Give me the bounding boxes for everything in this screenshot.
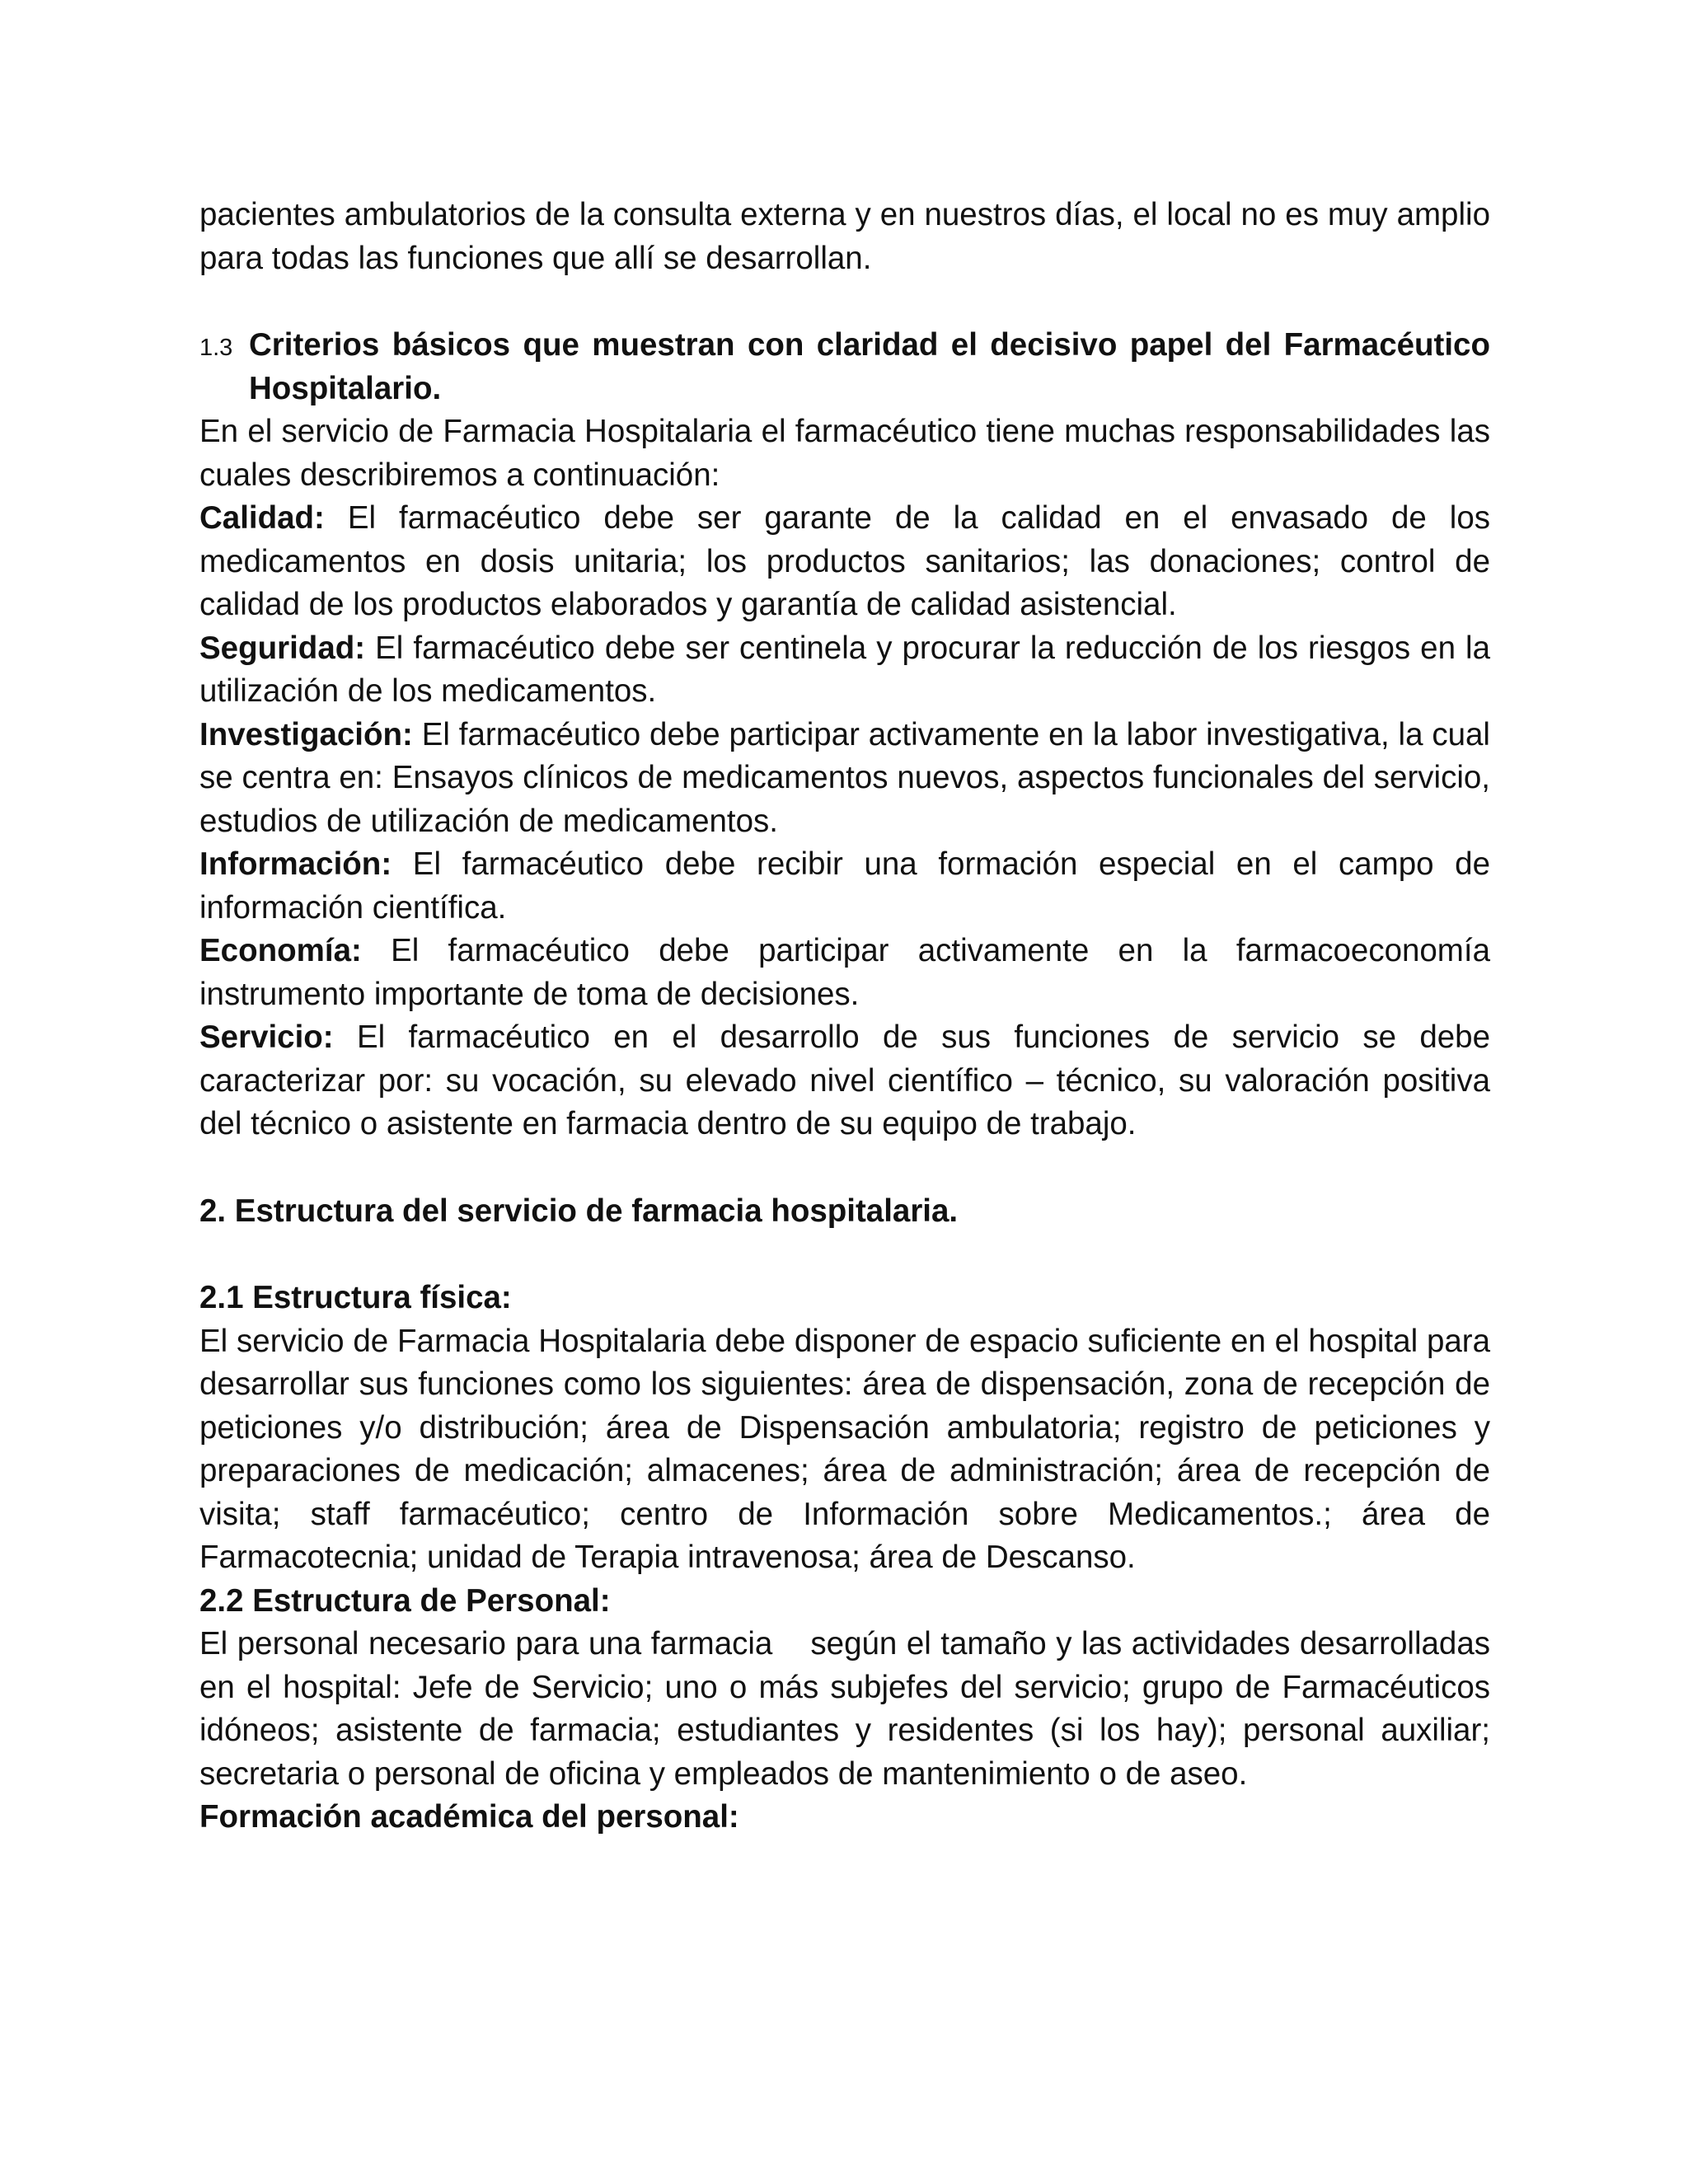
criterion-text: El farmacéutico debe recibir una formación especial en el campo de información científica. (199, 846, 1490, 926)
criterion-text: El farmacéutico debe participar activamente en la labor investigativa, la cual se centra en: Ensayos clínicos de medicamentos nuevos, aspectos funcionales del servicio, estudios de utilización de medicamentos. (199, 716, 1490, 839)
criterion-term: Servicio: (199, 1019, 334, 1055)
criterion-term: Economía: (199, 933, 362, 968)
criterion-text: El farmacéutico debe ser centinela y procurar la reducción de los riesgos en la utilización de los medicamentos. (199, 630, 1490, 709)
criterion-term: Seguridad: (199, 630, 366, 666)
criterion-economia (199, 930, 1490, 1016)
criterion-text: El farmacéutico debe participar activamente en la farmacoeconomía instrumento importante de toma de decisiones. (199, 933, 1490, 1012)
section-2-heading: 2. Estructura del servicio de farmacia hospitalaria. (199, 1193, 959, 1229)
criterion-seguridad (199, 627, 1490, 714)
section-2-2-paragraph: El personal necesario para una farmacia según el tamaño y las actividades desarrolladas en el hospital: Jefe de Servicio; uno o más subjefes del servicio; grupo de Farmacéuticos idóneos; asistente de farmacia; estudiantes y residentes (si los hay); personal auxiliar; secretaria o personal de oficina y empleados de mantenimiento o de aseo. (199, 1626, 1499, 1792)
spacer (199, 280, 1490, 324)
section-1-3-intro: En el servicio de Farmacia Hospitalaria el farmacéutico tiene muchas responsabilidades las cuales describiremos a continuación: (199, 414, 1490, 493)
section-title: Criterios básicos que muestran con claridad el decisivo papel del Farmacéutico Hospitalario. (249, 327, 1490, 406)
intro-paragraph: pacientes ambulatorios de la consulta externa y en nuestros días, el local no es muy amplio para todas las funciones que allí se desarrollan. (199, 197, 1490, 276)
section-2-1-heading: 2.1 Estructura física: (199, 1280, 512, 1315)
section-2-1-paragraph: El servicio de Farmacia Hospitalaria debe disponer de espacio suficiente en el hospital para desarrollar sus funciones como los siguientes: área de dispensación, zona de recepción de peticiones y/o distribución; área de Dispensación ambulatoria; registro de peticiones y preparaciones de medicación; almacenes; área de administración; área de recepción de visita; staff farmacéutico; centro de Información sobre Medicamentos.; área de Farmacotecnia; unidad de Terapia intravenosa; área de Descanso. (199, 1323, 1490, 1575)
section-1-3-heading (199, 324, 1490, 410)
criterion-informacion (199, 843, 1490, 930)
section-2-2-heading: 2.2 Estructura de Personal: (199, 1582, 611, 1619)
spacer (199, 1233, 1490, 1277)
criterion-text: El farmacéutico debe ser garante de la calidad en el envasado de los medicamentos en dosis unitaria; los productos sanitarios; las donaciones; control de calidad de los productos elaborados y garantía de calidad asistencial. (199, 500, 1490, 622)
spacer (199, 1146, 1490, 1190)
criterion-term: Calidad: (199, 500, 325, 536)
criterion-investigacion (199, 714, 1490, 844)
section-number: 1.3 (199, 335, 233, 361)
criterion-calidad (199, 497, 1490, 627)
criterion-servicio (199, 1016, 1490, 1146)
criterion-term: Investigación: (199, 716, 413, 752)
formacion-heading: Formación académica del personal: (199, 1799, 739, 1835)
criterion-text: El farmacéutico en el desarrollo de sus funciones de servicio se debe caracterizar por: su vocación, su elevado nivel científico – técnico, su valoración positiva del técnico o asistente en farmacia dentro de su equipo de trabajo. (199, 1019, 1490, 1141)
criterion-term: Información: (199, 846, 392, 882)
document-page (199, 194, 1499, 1840)
